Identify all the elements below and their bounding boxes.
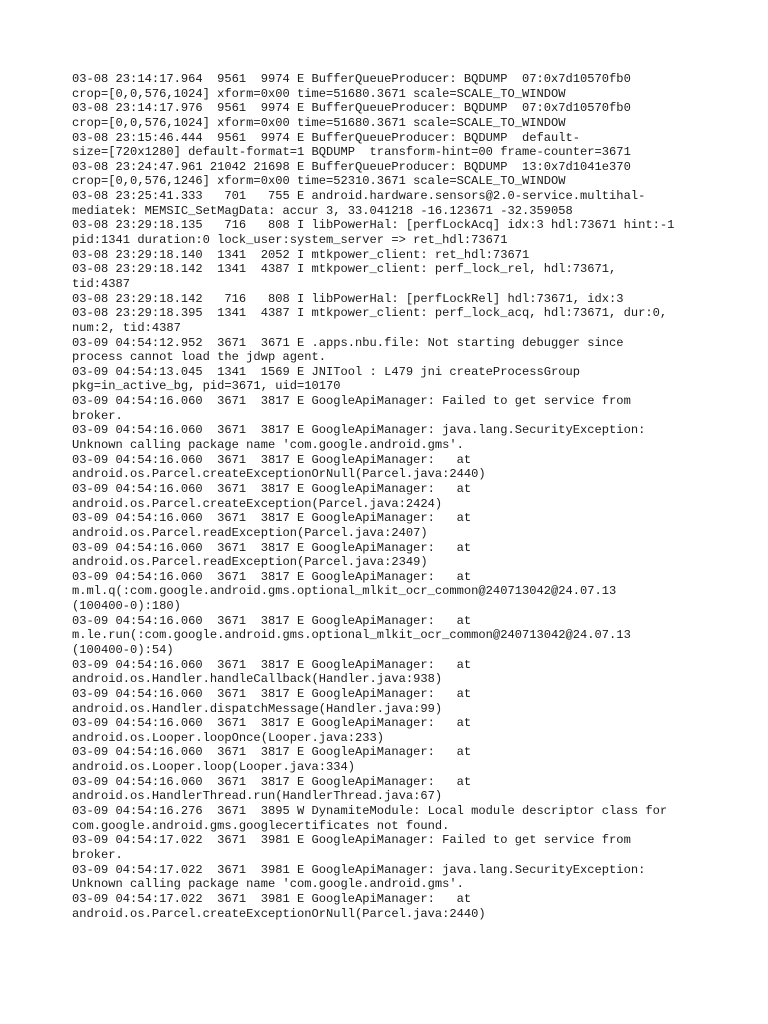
log-line: 03-08 23:14:17.976 9561 9974 E BufferQueueProducer: BQDUMP 07:0x7d10570fb0: [72, 101, 631, 116]
log-line: android.os.Parcel.createExceptionOrNull(Parcel.java:2440): [72, 467, 486, 482]
log-line: Unknown calling package name 'com.google.android.gms'.: [72, 438, 464, 453]
log-line: android.os.Parcel.createException(Parcel.java:2424): [72, 496, 443, 511]
log-line: 03-08 23:29:18.395 1341 4387 I mtkpower_client: perf_lock_acq, hdl:73671, dur:0,: [72, 306, 668, 321]
log-line: m.le.run(:com.google.android.gms.optional_mlkit_ocr_common@240713042@24.07.13: [72, 628, 631, 643]
log-line: (100400-0):54): [72, 642, 174, 657]
log-line: 03-08 23:24:47.961 21042 21698 E BufferQueueProducer: BQDUMP 13:0x7d1041e370: [72, 159, 631, 174]
log-line: 03-08 23:29:18.142 1341 4387 I mtkpower_client: perf_lock_rel, hdl:73671,: [72, 262, 617, 277]
log-line: mediatek: MEMSIC_SetMagData: accur 3, 33.041218 -16.123671 -32.359058: [72, 203, 573, 218]
log-line: android.os.Parcel.readException(Parcel.java:2349): [72, 555, 428, 570]
log-line: 03-09 04:54:16.060 3671 3817 E GoogleApiManager: at: [72, 540, 472, 555]
log-line: 03-08 23:29:18.135 716 808 I libPowerHal: [perfLockAcq] idx:3 hdl:73671 hint:-1: [72, 218, 675, 233]
log-line: process cannot load the jdwp agent.: [72, 350, 327, 365]
log-line: 03-09 04:54:16.060 3671 3817 E GoogleApiManager: at: [72, 481, 472, 496]
log-line: Unknown calling package name 'com.google.android.gms'.: [72, 877, 464, 892]
log-line: com.google.android.gms.googlecertificates not found.: [72, 818, 450, 833]
log-line: 03-09 04:54:16.060 3671 3817 E GoogleApiManager: at: [72, 657, 472, 672]
log-line: 03-09 04:54:17.022 3671 3981 E GoogleApiManager: at: [72, 891, 472, 906]
log-line: 03-09 04:54:16.060 3671 3817 E GoogleApiManager: at: [72, 716, 472, 731]
log-line: num:2, tid:4387: [72, 320, 181, 335]
log-line: android.os.Handler.dispatchMessage(Handler.java:99): [72, 701, 443, 716]
log-line: android.os.Looper.loopOnce(Looper.java:233): [72, 730, 385, 745]
log-line: 03-09 04:54:16.060 3671 3817 E GoogleApiManager: at: [72, 686, 472, 701]
log-line: 03-09 04:54:16.060 3671 3817 E GoogleApiManager: java.lang.SecurityException:: [72, 423, 646, 438]
log-line: 03-09 04:54:16.060 3671 3817 E GoogleApiManager: at: [72, 452, 472, 467]
log-line: 03-08 23:14:17.964 9561 9974 E BufferQueueProducer: BQDUMP 07:0x7d10570fb0: [72, 72, 631, 86]
log-line: 03-09 04:54:12.952 3671 3671 E .apps.nbu.file: Not starting debugger since: [72, 335, 624, 350]
log-line: 03-09 04:54:16.060 3671 3817 E GoogleApiManager: at: [72, 613, 472, 628]
log-line: pkg=in_active_bg, pid=3671, uid=10170: [72, 379, 341, 394]
log-line: 03-09 04:54:13.045 1341 1569 E JNITool : L479 jni createProcessGroup: [72, 364, 581, 379]
log-line: 03-08 23:29:18.142 716 808 I libPowerHal: [perfLockRel] hdl:73671, idx:3: [72, 291, 624, 306]
log-line: crop=[0,0,576,1024] xform=0x00 time=51680.3671 scale=SCALE_TO_WINDOW: [72, 86, 566, 101]
log-line: crop=[0,0,576,1024] xform=0x00 time=51680.3671 scale=SCALE_TO_WINDOW: [72, 115, 566, 130]
log-line: 03-09 04:54:16.276 3671 3895 W DynamiteModule: Local module descriptor class for: [72, 804, 668, 819]
log-line: 03-09 04:54:16.060 3671 3817 E GoogleApiManager: at: [72, 745, 472, 760]
log-line: 03-08 23:25:41.333 701 755 E android.hardware.sensors@2.0-service.multihal-: [72, 189, 646, 204]
log-text-body: [72, 72, 702, 921]
log-line: android.os.Parcel.readException(Parcel.java:2407): [72, 525, 428, 540]
log-line: 03-09 04:54:16.060 3671 3817 E GoogleApiManager: at: [72, 774, 472, 789]
log-line: broker.: [72, 847, 123, 862]
log-line: crop=[0,0,576,1246] xform=0x00 time=52310.3671 scale=SCALE_TO_WINDOW: [72, 174, 566, 189]
log-line: 03-09 04:54:17.022 3671 3981 E GoogleApiManager: java.lang.SecurityException:: [72, 862, 646, 877]
log-line: 03-09 04:54:17.022 3671 3981 E GoogleApiManager: Failed to get service from: [72, 833, 631, 848]
log-line: android.os.Parcel.createExceptionOrNull(Parcel.java:2440): [72, 906, 486, 921]
log-line: 03-09 04:54:16.060 3671 3817 E GoogleApiManager: at: [72, 511, 472, 526]
log-line: 03-08 23:15:46.444 9561 9974 E BufferQueueProducer: BQDUMP default-: [72, 130, 581, 145]
log-line: android.os.Looper.loop(Looper.java:334): [72, 760, 356, 775]
log-line: m.ml.q(:com.google.android.gms.optional_mlkit_ocr_common@240713042@24.07.13: [72, 584, 617, 599]
log-line: 03-09 04:54:16.060 3671 3817 E GoogleApiManager: Failed to get service from: [72, 394, 631, 409]
log-line: (100400-0):180): [72, 599, 181, 614]
log-line: 03-09 04:54:16.060 3671 3817 E GoogleApiManager: at: [72, 569, 472, 584]
log-line: size=[720x1280] default-format=1 BQDUMP transform-hint=00 frame-counter=3671: [72, 145, 631, 160]
log-line: broker.: [72, 408, 123, 423]
log-line: android.os.Handler.handleCallback(Handler.java:938): [72, 672, 443, 687]
log-line: pid:1341 duration:0 lock_user:system_server => ret_hdl:73671: [72, 233, 508, 248]
log-line: android.os.HandlerThread.run(HandlerThread.java:67): [72, 789, 443, 804]
log-line: tid:4387: [72, 276, 131, 291]
log-line: 03-08 23:29:18.140 1341 2052 I mtkpower_client: ret_hdl:73671: [72, 247, 530, 262]
